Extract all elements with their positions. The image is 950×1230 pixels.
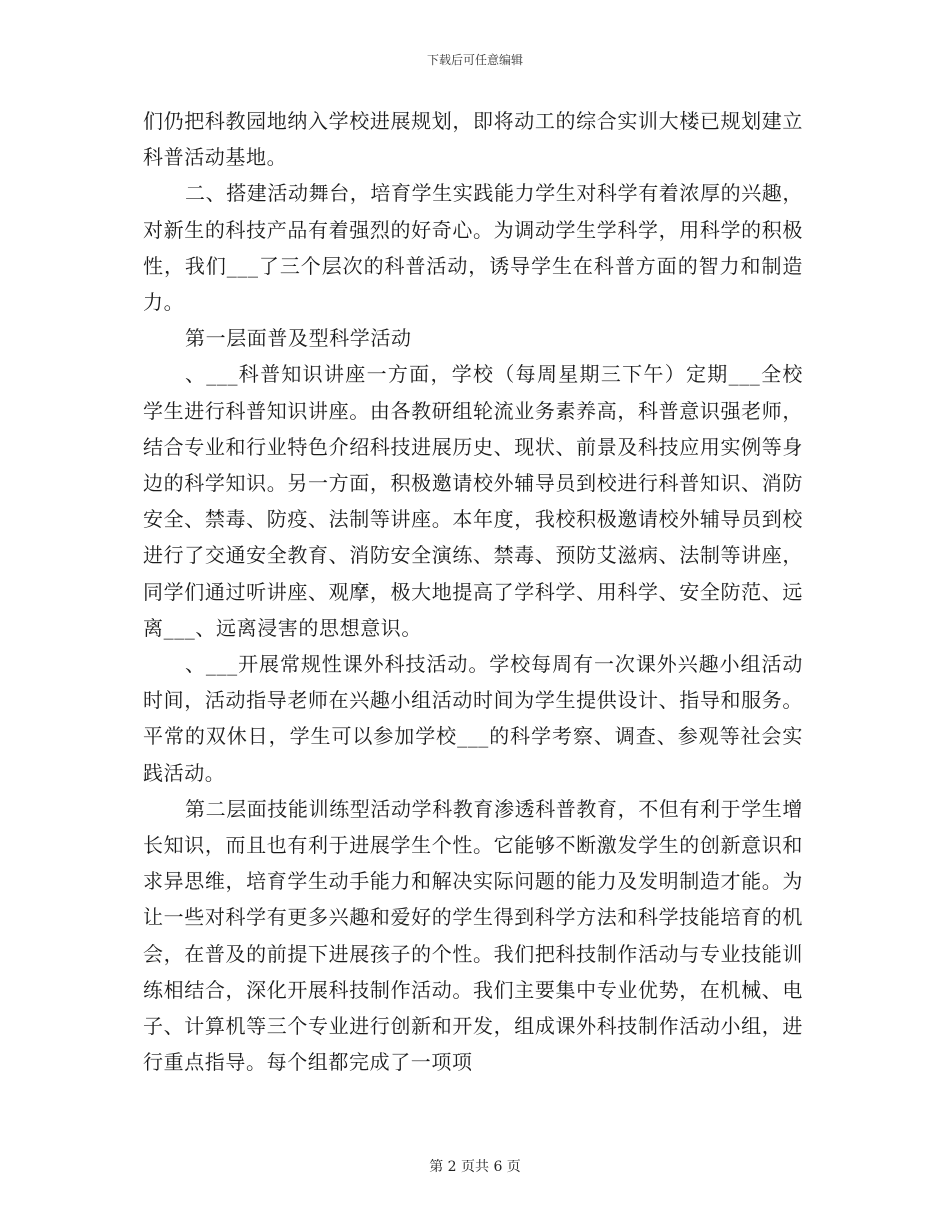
section-heading-level-1: 第一层面普及型科学活动 <box>185 326 412 351</box>
paragraph-extracurricular: 、___开展常规性课外科技活动。学校每周有一次课外兴趣小组活动时间，活动指导老师在兴趣小组活动时间为学生提供设计、指导和服务。平常的双休日，学生可以参加学校___的科学考察、调查、参观等社会实践活动。 <box>143 652 803 785</box>
document-body <box>143 103 803 1080</box>
page-footer: 第 2 页共 6 页 <box>429 1159 521 1175</box>
paragraph-level-2: 第二层面技能训练型活动学科教育渗透科普教育，不但有利于学生增长知识，而且也有利于进展学生个性。它能够不断激发学生的创新意识和求异思维，培育学生动手能力和解决实际问题的能力及发明制造才能。为让一些对科学有更多兴趣和爱好的学生得到科学方法和科学技能培育的机会，在普及的前提下进展孩子的个性。我们把科技制作活动与专业技能训练相结合，深化开展科技制作活动。我们主要集中专业优势，在机械、电子、计算机等三个专业进行创新和开发，组成课外科技制作活动小组，进行重点指导。每个组都完成了一项项 <box>143 796 803 1075</box>
paragraph-2: 二、搭建活动舞台，培育学生实践能力学生对科学有着浓厚的兴趣，对新生的科技产品有着强烈的好奇心。为调动学生学科学，用科学的积极性，我们___了三个层次的科普活动，诱导学生在科普方面的智力和制造力。 <box>143 181 803 315</box>
paragraph-lecture: 、___科普知识讲座一方面，学校（每周星期三下午）定期___全校学生进行科普知识讲座。由各教研组轮流业务素养高，科普意识强老师，结合专业和行业特色介绍科技进展历史、现状、前景及科技应用实例等身边的科学知识。另一方面，积极邀请校外辅导员到校进行科普知识、消防安全、禁毒、防疫、法制等讲座。本年度，我校积极邀请校外辅导员到校进行了交通安全教育、消防安全演练、禁毒、预防艾滋病、法制等讲座，同学们通过听讲座、观摩，极大地提高了学科学、用科学、安全防范、远离___、远离浸害的思想意识。 <box>143 362 803 640</box>
paragraph-1: 们仍把科教园地纳入学校进展规划，即将动工的综合实训大楼已规划建立科普活动基地。 <box>143 109 803 170</box>
page-header: 下载后可任意编辑 <box>426 53 523 67</box>
